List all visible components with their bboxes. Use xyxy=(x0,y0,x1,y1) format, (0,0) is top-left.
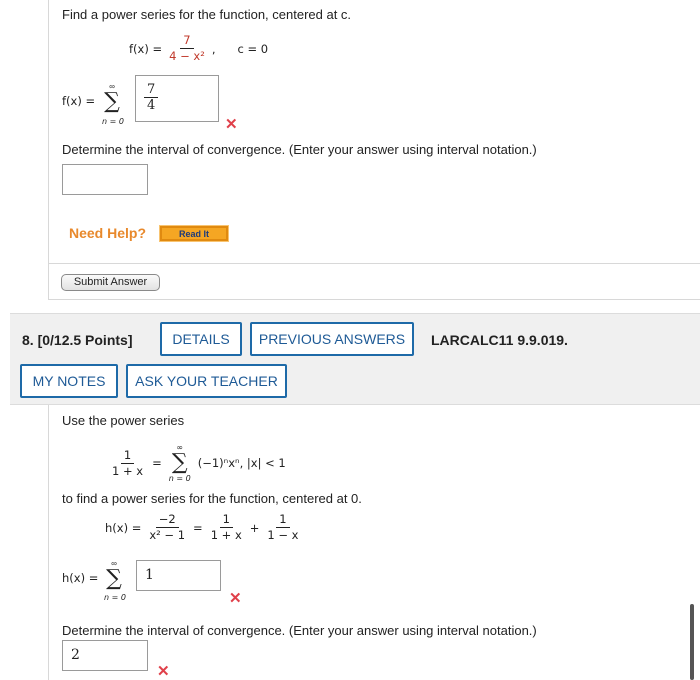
q8-hx-equals: = xyxy=(193,520,203,535)
q8-hx-denominator: x² − 1 xyxy=(149,528,186,542)
q8-plus: + xyxy=(249,520,260,535)
q7-fx-fraction xyxy=(166,34,208,63)
q8-interval-prompt: Determine the interval of convergence. (Enter your answer using interval notation.) xyxy=(62,623,537,638)
question-7-panel xyxy=(48,0,700,300)
q8-given-equals: = xyxy=(152,456,162,470)
sigma-icon: ∑ xyxy=(106,566,122,591)
q8-use-series-prompt: Use the power series xyxy=(62,413,185,428)
q7-sigma-lower: n = 0 xyxy=(102,117,124,126)
q7-incorrect-x-mark-icon: ✕ xyxy=(225,116,238,133)
q7-sigma-upper: ∞ xyxy=(109,82,115,91)
details-button[interactable]: DETAILS xyxy=(160,322,242,356)
question-8-header xyxy=(10,313,700,405)
submit-answer-button[interactable]: Submit Answer xyxy=(61,274,160,291)
q7-series-label: f(x) = xyxy=(62,94,96,108)
need-help-label: Need Help? xyxy=(69,225,147,241)
q8-hx-definition xyxy=(105,513,301,542)
q8-summation xyxy=(101,559,127,590)
q7-answer-fraction xyxy=(144,83,158,112)
q7-interval-input[interactable] xyxy=(62,164,148,195)
q7-interval-prompt: Determine the interval of convergence. (Enter your answer using interval notation.) xyxy=(62,142,537,157)
q8-series-answer-field[interactable] xyxy=(136,560,221,591)
q7-series-answer-field[interactable] xyxy=(135,75,219,122)
q8-find-prompt: to find a power series for the function, centered at 0. xyxy=(62,491,362,506)
q8-partial-2 xyxy=(264,513,301,542)
q8-problem-code: LARCALC11 9.9.019. xyxy=(431,332,568,348)
q8-given-numerator: 1 xyxy=(121,449,134,464)
help-divider xyxy=(48,263,700,264)
q8-sigma-lower: n = 0 xyxy=(104,593,126,602)
q7-answer-numerator: 7 xyxy=(144,83,158,98)
q7-answer-denominator: 4 xyxy=(147,98,156,113)
q7-fx-comma: , xyxy=(211,41,216,56)
q8-given-sigma-upper: ∞ xyxy=(176,443,184,452)
q7-summation xyxy=(99,82,125,113)
q7-prompt: Find a power series for the function, centered at c. xyxy=(62,7,352,22)
my-notes-button[interactable]: MY NOTES xyxy=(20,364,118,398)
question-divider xyxy=(48,299,700,300)
q8-series-label: h(x) = xyxy=(62,571,99,585)
q8-hx-numerator: −2 xyxy=(156,513,179,528)
q8-interval-value: 2 xyxy=(71,647,80,663)
q8-given-fraction xyxy=(109,449,146,478)
q8-hx-fraction xyxy=(146,513,188,542)
q7-fx-label: f(x) = xyxy=(129,41,163,56)
q8-partial-1 xyxy=(208,513,245,542)
sigma-icon: ∑ xyxy=(104,89,120,114)
page-scrollbar[interactable] xyxy=(690,604,694,680)
q8-answer-value: 1 xyxy=(145,567,154,583)
q8-given-series xyxy=(109,443,286,483)
q8-given-term: (−1)ⁿxⁿ, |x| < 1 xyxy=(197,456,286,470)
q7-center-value: c = 0 xyxy=(237,41,269,56)
q8-given-sigma-lower: n = 0 xyxy=(168,474,191,483)
previous-answers-button[interactable]: PREVIOUS ANSWERS xyxy=(250,322,414,356)
question-8-panel xyxy=(48,405,700,680)
q8-interval-incorrect-x-mark-icon: ✕ xyxy=(157,663,170,680)
q8-given-denominator: 1 + x xyxy=(112,463,144,478)
q8-points-label: 8. [0/12.5 Points] xyxy=(22,332,133,348)
q7-fx-denominator: 4 − x² xyxy=(169,49,205,63)
read-it-button[interactable]: Read It xyxy=(160,226,228,241)
q8-p2-numerator: 1 xyxy=(276,513,289,528)
q8-interval-input[interactable] xyxy=(62,640,148,671)
ask-your-teacher-button[interactable]: ASK YOUR TEACHER xyxy=(126,364,287,398)
q7-fx-numerator: 7 xyxy=(180,34,193,49)
q8-p1-numerator: 1 xyxy=(220,513,233,528)
q8-p2-denominator: 1 − x xyxy=(267,528,299,542)
q8-hx-label: h(x) = xyxy=(105,520,142,535)
q8-p1-denominator: 1 + x xyxy=(210,528,242,542)
q7-function-definition xyxy=(129,34,268,63)
q8-given-summation xyxy=(168,443,192,483)
q8-sigma-upper: ∞ xyxy=(111,559,117,568)
sigma-icon: ∑ xyxy=(171,450,188,475)
q8-incorrect-x-mark-icon: ✕ xyxy=(229,590,242,607)
